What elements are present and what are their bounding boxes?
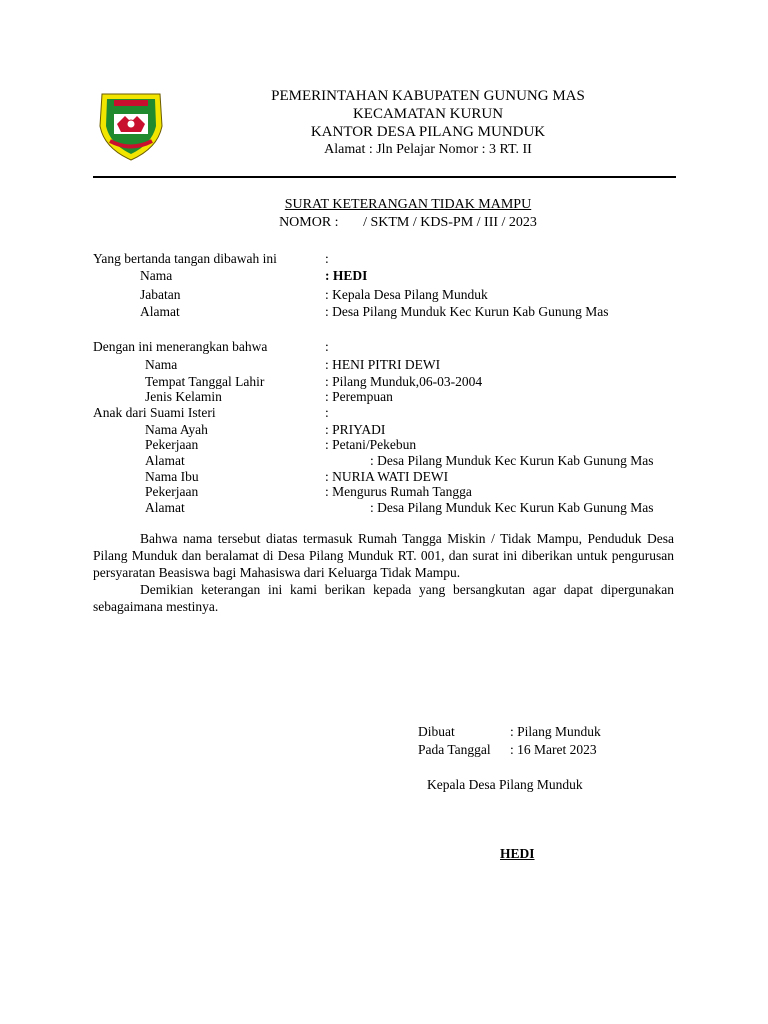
signer-intro-colon: : — [325, 251, 329, 266]
made-at-label: Dibuat — [418, 724, 455, 739]
father-address-label: Alamat — [145, 453, 185, 468]
signer-address-value: : Desa Pilang Munduk Kec Kurun Kab Gunung Mas — [325, 304, 609, 319]
father-job-value: : Petani/Pekebun — [325, 437, 417, 452]
signer-name-label: Nama — [140, 268, 173, 283]
regency-crest-icon — [92, 86, 170, 164]
letterhead-office: KANTOR DESA PILANG MUNDUK — [310, 124, 546, 140]
made-at-value: : Pilang Munduk — [510, 724, 601, 739]
signer-name-value: : HEDI — [325, 268, 368, 283]
mother-name-label: Nama Ibu — [145, 469, 199, 484]
subject-birth-label: Tempat Tanggal Lahir — [145, 374, 265, 389]
mother-name-value: : NURIA WATI DEWI — [325, 469, 449, 484]
signer-intro: Yang bertanda tangan dibawah ini — [93, 251, 277, 266]
subject-gender-value: : Perempuan — [325, 389, 393, 404]
signer-signature-name: HEDI — [500, 846, 535, 861]
mother-address-value: : Desa Pilang Munduk Kec Kurun Kab Gunung Mas — [370, 500, 654, 515]
closing-paragraph: Demikian keterangan ini kami berikan kepada yang bersangkutan agar dapat dipergunakan sebagaimana mestinya. — [93, 582, 674, 614]
document-title: SURAT KETERANGAN TIDAK MAMPU — [284, 197, 532, 212]
parents-intro: Anak dari Suami Isteri — [93, 405, 216, 420]
letterhead-address: Alamat : Jln Pelajar Nomor : 3 RT. II — [324, 142, 532, 157]
letterhead-district: KECAMATAN KURUN — [352, 106, 504, 122]
subject-name-value: : HENI PITRI DEWI — [325, 357, 441, 372]
date-value: : 16 Maret 2023 — [510, 742, 597, 757]
date-label: Pada Tanggal — [418, 742, 491, 757]
subject-gender-label: Jenis Kelamin — [145, 389, 222, 404]
father-address-value: : Desa Pilang Munduk Kec Kurun Kab Gunung Mas — [370, 453, 654, 468]
subject-intro-colon: : — [325, 339, 329, 354]
document-number: NOMOR : / SKTM / KDS-PM / III / 2023 — [279, 215, 537, 230]
letterhead-government: PEMERINTAHAN KABUPATEN GUNUNG MAS — [271, 88, 585, 104]
mother-job-label: Pekerjaan — [145, 484, 199, 499]
father-name-label: Nama Ayah — [145, 422, 208, 437]
mother-address-label: Alamat — [145, 500, 185, 515]
subject-name-label: Nama — [145, 357, 178, 372]
parents-intro-colon: : — [325, 405, 329, 420]
mother-job-value: : Mengurus Rumah Tangga — [325, 484, 472, 499]
father-name-value: : PRIYADI — [325, 422, 386, 437]
subject-intro: Dengan ini menerangkan bahwa — [93, 339, 268, 354]
subject-birth-value: : Pilang Munduk,06-03-2004 — [325, 374, 483, 389]
statement-body — [93, 530, 674, 615]
letterhead-divider — [93, 176, 676, 178]
signer-position-caption: Kepala Desa Pilang Munduk — [427, 777, 583, 792]
signer-position-label: Jabatan — [140, 287, 181, 302]
statement-paragraph: Bahwa nama tersebut diatas termasuk Rumah Tangga Miskin / Tidak Mampu, Penduduk Desa Pilang Munduk dan beralamat di Desa Pilang Munduk RT. 001, dan surat ini diberikan untuk pengurusan persyaratan Beasiswa bagi Mahasiswa dari Keluarga Tidak Mampu. — [93, 531, 674, 580]
signer-position-value: : Kepala Desa Pilang Munduk — [325, 287, 488, 302]
signer-address-label: Alamat — [140, 304, 180, 319]
father-job-label: Pekerjaan — [145, 437, 199, 452]
